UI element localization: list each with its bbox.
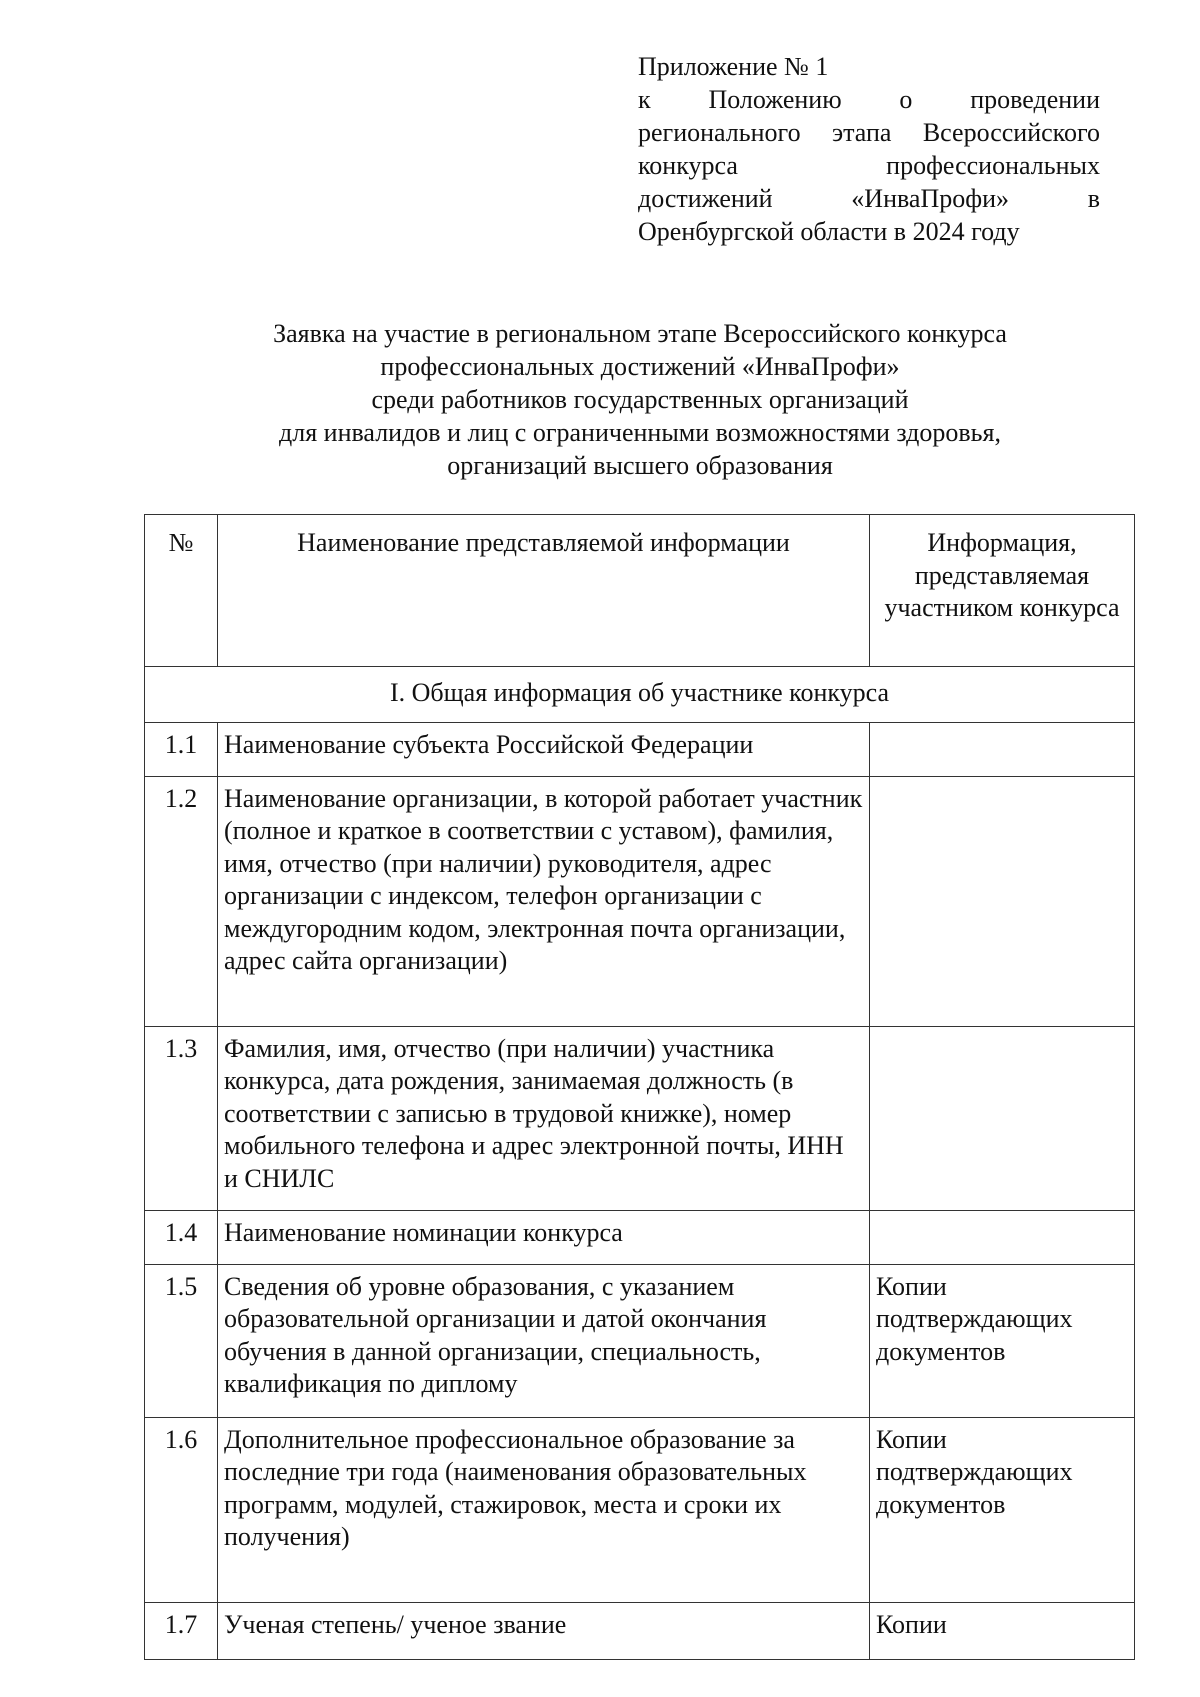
row-name: Дополнительное профессиональное образование за последние три года (наименования образовательных программ, модулей, стажировок, места и сроки их получения) bbox=[218, 1417, 870, 1602]
row-name: Фамилия, имя, отчество (при наличии) участника конкурса, дата рождения, занимаемая должность (в соответствии с записью в трудовой книжке), номер мобильного телефона и адрес электронной почты, ИНН и СНИЛС bbox=[218, 1026, 870, 1210]
title-line: Заявка на участие в региональном этапе Всероссийского конкурса bbox=[273, 319, 1007, 348]
row-info bbox=[870, 722, 1135, 776]
table-row bbox=[145, 1602, 1135, 1659]
document-title bbox=[140, 317, 1140, 482]
row-num: 1.4 bbox=[145, 1210, 218, 1264]
header-name: Наименование представляемой информации bbox=[218, 515, 870, 667]
row-info: Копии подтверждающих документов bbox=[870, 1264, 1135, 1417]
table-row bbox=[145, 1026, 1135, 1210]
row-info bbox=[870, 776, 1135, 1026]
appendix-line: Оренбургской области в 2024 году bbox=[638, 217, 1020, 246]
appendix-line: достижений «ИнваПрофи» в bbox=[638, 184, 1100, 213]
title-line: профессиональных достижений «ИнваПрофи» bbox=[380, 352, 900, 381]
section-title: I. Общая информация об участнике конкурса bbox=[145, 667, 1135, 723]
title-line: организаций высшего образования bbox=[447, 451, 833, 480]
table-header-row bbox=[145, 515, 1135, 667]
row-num: 1.5 bbox=[145, 1264, 218, 1417]
table-row bbox=[145, 1210, 1135, 1264]
row-name: Ученая степень/ ученое звание bbox=[218, 1602, 870, 1659]
row-name: Наименование организации, в которой работает участник (полное и краткое в соответствии с уставом), фамилия, имя, отчество (при наличии) руководителя, адрес организации с индексом, телефон организации с междугородним кодом, электронная почта организации, адрес сайта организации) bbox=[218, 776, 870, 1026]
row-num: 1.7 bbox=[145, 1602, 218, 1659]
title-line: среди работников государственных организаций bbox=[371, 385, 909, 414]
appendix-header bbox=[638, 50, 1100, 248]
table-row bbox=[145, 776, 1135, 1026]
row-info: Копии подтверждающих документов bbox=[870, 1417, 1135, 1602]
appendix-line: к Положению о проведении bbox=[638, 85, 1100, 114]
row-name: Сведения об уровне образования, с указанием образовательной организации и датой окончания обучения в данной организации, специальность, квалификация по диплому bbox=[218, 1264, 870, 1417]
table-row bbox=[145, 1417, 1135, 1602]
row-num: 1.1 bbox=[145, 722, 218, 776]
appendix-line: конкурса профессиональных bbox=[638, 151, 1100, 180]
row-num: 1.6 bbox=[145, 1417, 218, 1602]
title-line: для инвалидов и лиц с ограниченными возможностями здоровья, bbox=[279, 418, 1001, 447]
row-info bbox=[870, 1210, 1135, 1264]
header-num: № bbox=[145, 515, 218, 667]
application-table bbox=[144, 514, 1135, 1660]
row-info: Копии bbox=[870, 1602, 1135, 1659]
row-info bbox=[870, 1026, 1135, 1210]
table-row bbox=[145, 1264, 1135, 1417]
table-row bbox=[145, 722, 1135, 776]
appendix-line: регионального этапа Всероссийского bbox=[638, 118, 1100, 147]
header-info: Информация, представляемая участником конкурса bbox=[870, 515, 1135, 667]
section-row bbox=[145, 667, 1135, 723]
row-name: Наименование номинации конкурса bbox=[218, 1210, 870, 1264]
row-num: 1.3 bbox=[145, 1026, 218, 1210]
row-num: 1.2 bbox=[145, 776, 218, 1026]
row-name: Наименование субъекта Российской Федерации bbox=[218, 722, 870, 776]
appendix-number: Приложение № 1 bbox=[638, 52, 829, 81]
